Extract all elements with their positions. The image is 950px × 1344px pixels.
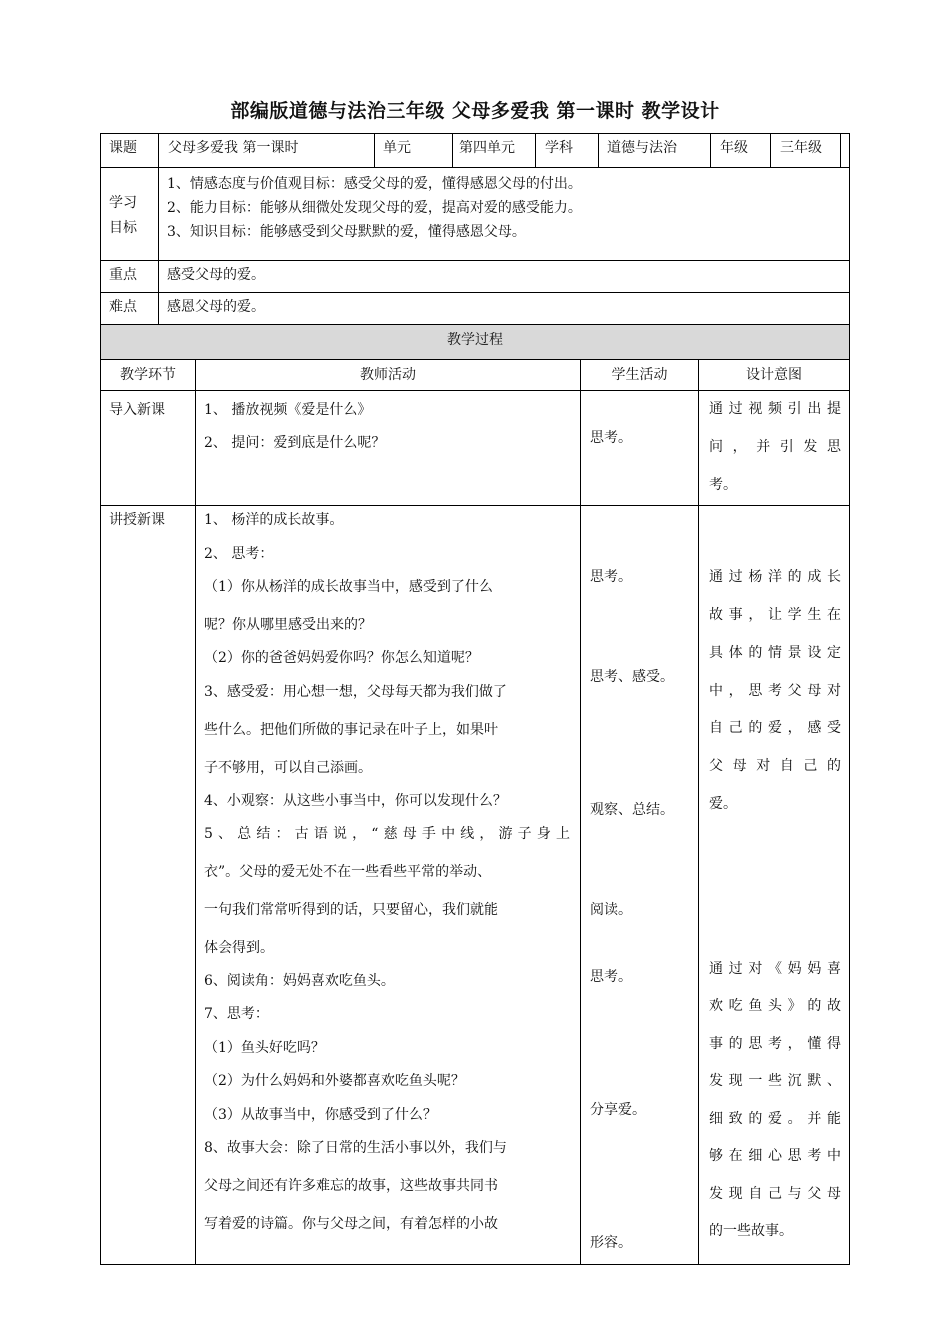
subject-label: 学科 [545, 140, 573, 156]
teacher-activity-line: 体会得到。 [204, 940, 274, 956]
student-activity: 观察、总结。 [590, 802, 674, 818]
teacher-activity-line: （1）鱼头好吃吗？ [204, 1040, 325, 1056]
design-intent-line: 考。 [709, 477, 737, 493]
topic-label: 课题 [109, 140, 137, 156]
goals-label: 学习 [109, 195, 137, 211]
design-intent-line: 父母对自己的 [709, 758, 841, 774]
teacher-activity-line: 呢？你从哪里感受出来的？ [204, 617, 372, 633]
design-intent-line: 故事，让学生在 [709, 607, 841, 623]
design-intent-line: 发现自己与父母 [709, 1186, 841, 1202]
topic-value: 父母多爱我 第一课时 [168, 140, 299, 156]
column-rule [158, 167, 159, 324]
subject-value: 道德与法治 [607, 140, 677, 156]
column-rule [698, 359, 699, 1265]
column-rule [452, 133, 453, 167]
column-rule [770, 133, 771, 167]
teacher-activity-line: 5、总结：古语说，“慈母手中线，游子身上 [204, 826, 570, 842]
unit-label: 单元 [383, 140, 411, 156]
design-intent-line: 欢吃鱼头》的故 [709, 998, 841, 1014]
design-intent-line: 够在细心思考中 [709, 1148, 841, 1164]
student-activity: 思考。 [590, 969, 632, 985]
column-rule [374, 133, 375, 167]
design-intent-line: 细致的爱。并能 [709, 1111, 841, 1127]
teacher-activity-line: 7、思考： [204, 1006, 269, 1022]
column-header-teacher: 教师活动 [360, 367, 416, 383]
teacher-activity-line: 衣”。父母的爱无处不在一些看些平常的举动、 [204, 864, 492, 880]
column-rule [598, 133, 599, 167]
goal-item: 3、知识目标：能够感受到父母默默的爱，懂得感恩父母。 [167, 224, 526, 240]
goal-item: 2、能力目标：能够从细微处发现父母的爱，提高对爱的感受能力。 [167, 200, 582, 216]
teacher-activity-line: （2）为什么妈妈和外婆都喜欢吃鱼头呢？ [204, 1073, 465, 1089]
student-activity: 阅读。 [590, 902, 632, 918]
column-rule [580, 359, 581, 1265]
design-intent-line: 爱。 [709, 796, 737, 812]
teacher-activity-line: （3）从故事当中，你感受到了什么？ [204, 1107, 437, 1123]
design-intent-line: 问，并引发思 [709, 439, 841, 455]
teacher-activity-line: 子不够用，可以自己添画。 [204, 760, 372, 776]
student-activity: 形容。 [590, 1235, 632, 1251]
goal-item: 1、情感态度与价值观目标：感受父母的爱，懂得感恩父母的付出。 [167, 176, 582, 192]
teacher-activity-line: 一句我们常常听得到的话，只要留心，我们就能 [204, 902, 498, 918]
goals-label: 目标 [109, 220, 137, 236]
key-point-value: 感受父母的爱。 [167, 267, 265, 283]
stage-lesson: 讲授新课 [109, 512, 165, 528]
design-intent-line: 自己的爱，感受 [709, 720, 841, 736]
teacher-activity-line: 写着爱的诗篇。你与父母之间，有着怎样的小故 [204, 1216, 498, 1232]
grade-label: 年级 [720, 140, 748, 156]
design-intent-line: 具体的情景设定 [709, 645, 841, 661]
teacher-activity-line: 6、阅读角：妈妈喜欢吃鱼头。 [204, 973, 395, 989]
column-rule [840, 133, 841, 167]
teacher-activity-line: 2、 提问：爱到底是什么呢？ [204, 435, 386, 451]
teacher-activity-line: 1、 杨洋的成长故事。 [204, 512, 344, 528]
teacher-activity-line: 4、小观察：从这些小事当中，你可以发现什么？ [204, 793, 507, 809]
process-header: 教学过程 [447, 332, 503, 348]
stage-intro: 导入新课 [109, 402, 165, 418]
teacher-activity-line: （1）你从杨洋的成长故事当中，感受到了什么 [204, 579, 493, 595]
difficulty-value: 感恩父母的爱。 [167, 299, 265, 315]
column-rule [195, 359, 196, 1265]
design-intent-line: 通过视频引出提 [709, 401, 841, 417]
design-intent-line: 通过杨洋的成长 [709, 569, 841, 585]
row-rule [100, 324, 850, 325]
document-title: 部编版道德与法治三年级 父母多爱我 第一课时 教学设计 [230, 100, 720, 122]
design-intent-line: 发现一些沉默、 [709, 1073, 841, 1089]
student-activity: 思考、感受。 [590, 669, 674, 685]
row-rule [100, 292, 850, 293]
column-rule [710, 133, 711, 167]
column-header-stage: 教学环节 [120, 367, 176, 383]
row-rule [100, 390, 850, 391]
design-intent-line: 事的思考，懂得 [709, 1036, 841, 1052]
key-point-label: 重点 [109, 267, 137, 283]
column-header-student: 学生活动 [611, 367, 668, 383]
column-header-intent: 设计意图 [746, 367, 802, 383]
row-rule [100, 359, 850, 360]
unit-value: 第四单元 [459, 140, 515, 156]
design-intent-line: 的一些故事。 [709, 1223, 793, 1239]
teacher-activity-line: 3、感受爱：用心想一想，父母每天都为我们做了 [204, 684, 507, 700]
column-rule [158, 133, 159, 167]
design-intent-line: 中，思考父母对 [709, 683, 841, 699]
teacher-activity-line: 8、故事大会：除了日常的生活小事以外，我们与 [204, 1140, 507, 1156]
row-rule [100, 167, 850, 168]
row-rule [100, 505, 850, 506]
column-rule [535, 133, 536, 167]
design-intent-line: 通过对《妈妈喜 [709, 961, 841, 977]
teacher-activity-line: 父母之间还有许多难忘的故事，这些故事共同书 [204, 1178, 498, 1194]
teacher-activity-line: （2）你的爸爸妈妈爱你吗？你怎么知道呢？ [204, 650, 479, 666]
student-activity: 分享爱。 [590, 1102, 646, 1118]
grade-value: 三年级 [780, 140, 822, 156]
difficulty-label: 难点 [109, 299, 137, 315]
student-activity: 思考。 [590, 430, 632, 446]
student-activity: 思考。 [590, 569, 632, 585]
teacher-activity-line: 1、 播放视频《爱是什么》 [204, 402, 372, 418]
row-rule [100, 260, 850, 261]
teacher-activity-line: 2、 思考： [204, 546, 274, 562]
teacher-activity-line: 些什么。把他们所做的事记录在叶子上，如果叶 [204, 722, 498, 738]
